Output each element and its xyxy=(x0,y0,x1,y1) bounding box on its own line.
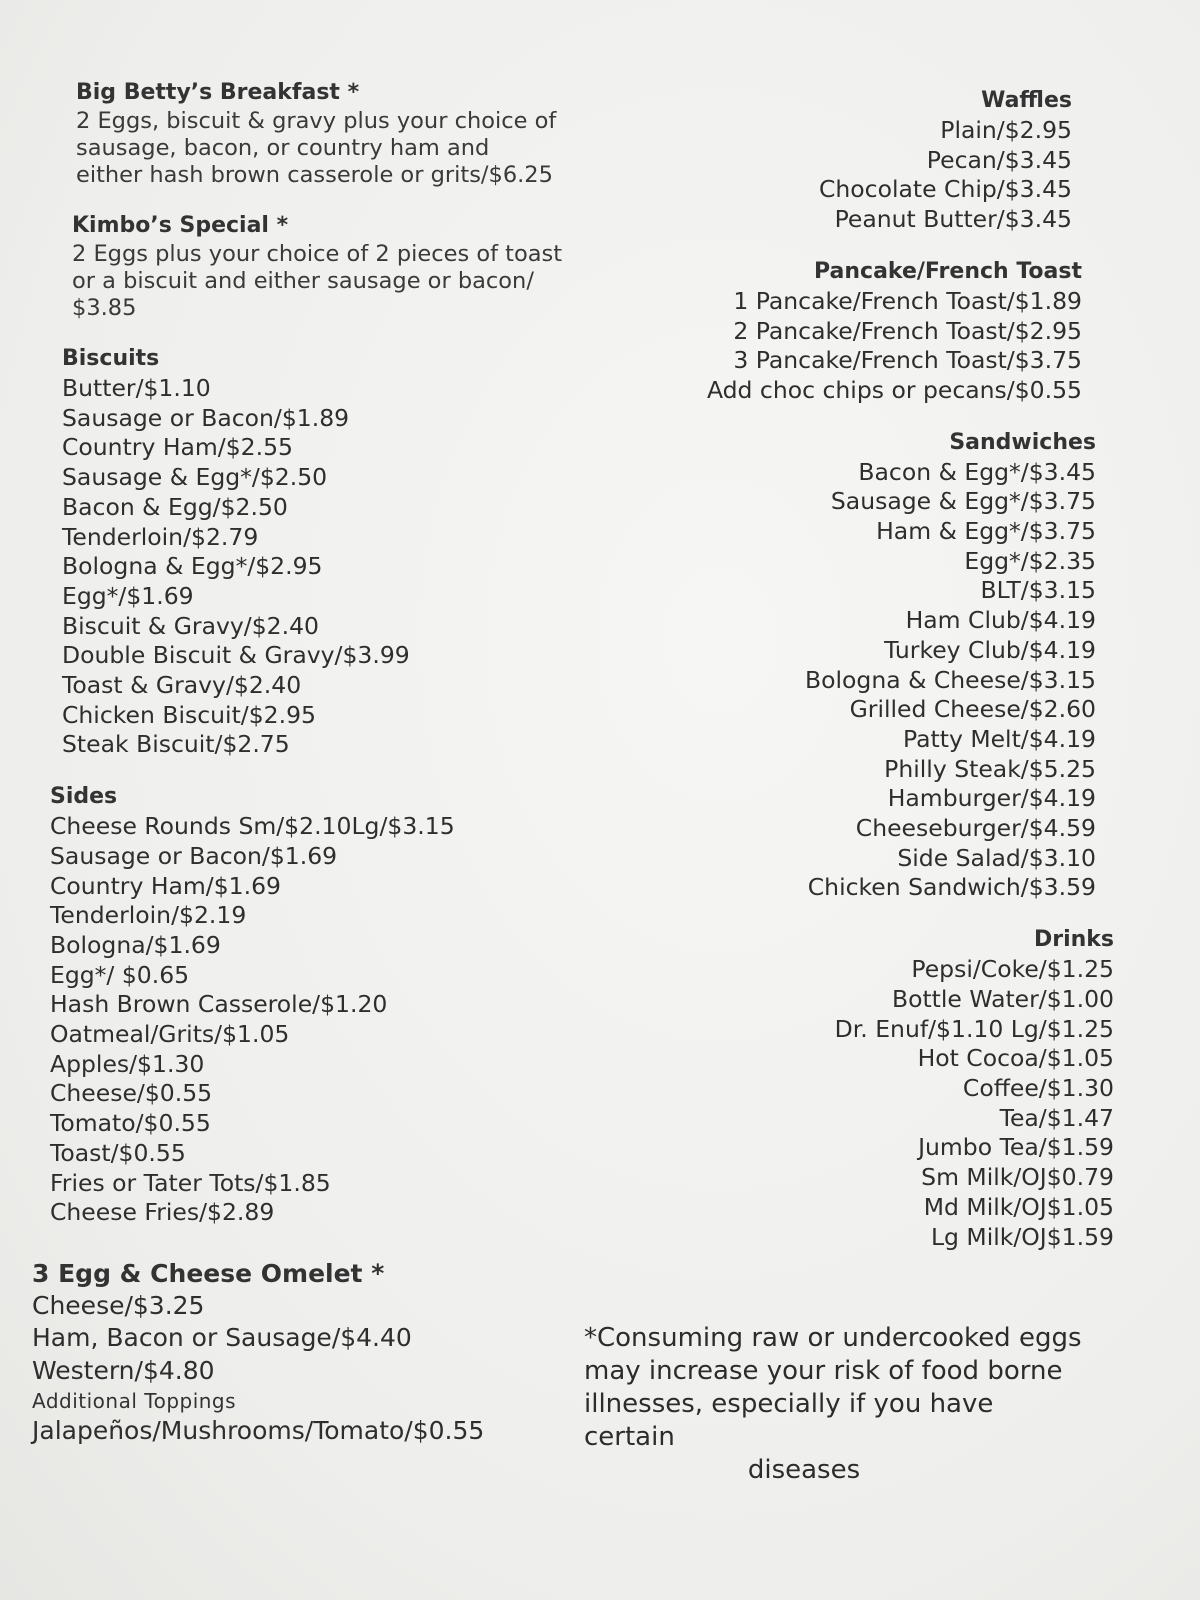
notice-line: *Consuming raw or undercooked eggs xyxy=(584,1323,1082,1353)
sandwiches-section xyxy=(640,428,1096,904)
menu-item: Cheese Fries/$2.89 xyxy=(50,1198,275,1227)
menu-item: Grilled Cheese/$2.60 xyxy=(849,695,1096,724)
menu-item: Plain/$2.95 xyxy=(940,116,1072,144)
menu-item: Chicken Biscuit/$2.95 xyxy=(62,700,316,729)
menu-item: Patty Melt/$4.19 xyxy=(903,724,1096,753)
menu-item: Egg*/$2.35 xyxy=(964,546,1096,575)
menu-item: Western/$4.80 xyxy=(32,1355,215,1385)
menu-item: Toast & Gravy/$2.40 xyxy=(62,671,302,700)
description-line: either hash brown casserole or grits/$6.25 xyxy=(76,162,553,188)
menu-item: 1 Pancake/French Toast/$1.89 xyxy=(733,286,1082,315)
menu-item: Fries or Tater Tots/$1.85 xyxy=(50,1168,331,1197)
menu-item: Butter/$1.10 xyxy=(62,374,211,402)
menu-item: Toast/$0.55 xyxy=(50,1138,186,1167)
menu-item: Cheese/$0.55 xyxy=(50,1079,213,1108)
description-line: sausage, bacon, or country ham and xyxy=(76,135,490,161)
menu-item: Sausage & Egg*/$2.50 xyxy=(62,463,328,492)
menu-item: Country Ham/$1.69 xyxy=(50,871,281,900)
menu-item: Egg*/ $0.65 xyxy=(50,960,190,989)
menu-item: Ham Club/$4.19 xyxy=(905,606,1096,635)
menu-item: Tea/$1.47 xyxy=(999,1103,1114,1132)
menu-item: Hash Brown Casserole/$1.20 xyxy=(50,990,388,1019)
description-line: 2 Eggs, biscuit & gravy plus your choice of xyxy=(76,108,557,134)
menu-item: Tenderloin/$2.79 xyxy=(62,522,259,551)
menu-item: Side Salad/$3.10 xyxy=(897,843,1096,872)
sides-section xyxy=(50,782,632,1228)
menu-item: Bologna & Cheese/$3.15 xyxy=(805,665,1096,694)
toppings-label: Additional Toppings xyxy=(32,1389,237,1414)
notice-line: diseases xyxy=(747,1455,861,1485)
menu-item: Turkey Club/$4.19 xyxy=(884,635,1096,664)
section-title: Sides xyxy=(50,784,118,810)
menu-item: Coffee/$1.30 xyxy=(962,1073,1114,1102)
big-bettys-breakfast xyxy=(76,78,632,189)
section-title: Drinks xyxy=(1033,927,1114,953)
menu-item: Sausage or Bacon/$1.69 xyxy=(50,841,338,870)
notice-line: illnesses, especially if you have certain xyxy=(584,1389,994,1452)
menu-item: Egg*/$1.69 xyxy=(62,581,194,610)
menu-item: Cheese Rounds Sm/$2.10Lg/$3.15 xyxy=(50,812,455,841)
menu-item: Ham & Egg*/$3.75 xyxy=(876,517,1096,546)
menu-item: Chicken Sandwich/$3.59 xyxy=(807,873,1096,902)
menu-item: Bacon & Egg/$2.50 xyxy=(62,492,288,521)
menu-item: Sausage & Egg*/$3.75 xyxy=(830,487,1096,516)
right-column xyxy=(640,86,1120,1274)
biscuits-section xyxy=(62,344,632,760)
menu-item: Biscuit & Gravy/$2.40 xyxy=(62,611,319,640)
toppings-item: Jalapeños/Mushrooms/Tomato/$0.55 xyxy=(32,1416,485,1446)
menu-item: Chocolate Chip/$3.45 xyxy=(819,175,1072,204)
section-title: 3 Egg & Cheese Omelet * xyxy=(32,1258,385,1288)
section-title: Biscuits xyxy=(62,346,160,371)
menu-item: Ham, Bacon or Sausage/$4.40 xyxy=(32,1323,412,1353)
menu-item: Double Biscuit & Gravy/$3.99 xyxy=(62,641,410,670)
section-title: Pancake/French Toast xyxy=(814,258,1082,284)
menu-item: Dr. Enuf/$1.10 Lg/$1.25 xyxy=(834,1014,1114,1043)
section-title: Waffles xyxy=(981,88,1072,113)
menu-item: Pepsi/Coke/$1.25 xyxy=(911,955,1114,984)
kimbos-special xyxy=(72,211,632,322)
omelet-section xyxy=(32,1258,632,1448)
menu-item: Lg Milk/OJ$1.59 xyxy=(930,1222,1114,1251)
drinks-section xyxy=(640,925,1114,1252)
menu-item: Oatmeal/Grits/$1.05 xyxy=(50,1020,290,1049)
description-line: $3.85 xyxy=(72,295,137,321)
description-line: 2 Eggs plus your choice of 2 pieces of toast xyxy=(72,241,563,267)
waffles-section xyxy=(640,86,1072,235)
menu-item: Apples/$1.30 xyxy=(50,1049,205,1078)
menu-item: Tomato/$0.55 xyxy=(50,1109,211,1138)
menu-item: Bottle Water/$1.00 xyxy=(891,984,1114,1013)
raw-egg-notice xyxy=(584,1322,1084,1487)
description-line: or a biscuit and either sausage or bacon/ xyxy=(72,268,534,294)
notice-line: may increase your risk of food borne xyxy=(584,1356,1063,1386)
menu-item: Cheese/$3.25 xyxy=(32,1290,205,1320)
menu-item: Bologna & Egg*/$2.95 xyxy=(62,552,323,581)
menu-item: Md Milk/OJ$1.05 xyxy=(923,1192,1114,1221)
menu-item: Hamburger/$4.19 xyxy=(887,784,1096,813)
menu-item: Add choc chips or pecans/$0.55 xyxy=(706,375,1082,404)
menu-item: Tenderloin/$2.19 xyxy=(50,901,247,930)
menu-item: Bologna/$1.69 xyxy=(50,930,221,959)
menu-item: Peanut Butter/$3.45 xyxy=(834,205,1072,234)
section-title: Sandwiches xyxy=(949,429,1096,455)
section-title: Big Betty’s Breakfast * xyxy=(76,80,360,105)
menu-item: Sausage or Bacon/$1.89 xyxy=(62,403,350,432)
menu-item: Jumbo Tea/$1.59 xyxy=(918,1133,1114,1162)
menu-item: Bacon & Egg*/$3.45 xyxy=(858,457,1096,486)
menu-item: Country Ham/$2.55 xyxy=(62,433,293,462)
menu-item: Philly Steak/$5.25 xyxy=(884,754,1096,783)
menu-item: BLT/$3.15 xyxy=(980,576,1096,605)
menu-item: Hot Cocoa/$1.05 xyxy=(917,1044,1114,1073)
menu-item: Cheeseburger/$4.59 xyxy=(855,814,1096,843)
menu-item: 2 Pancake/French Toast/$2.95 xyxy=(733,316,1082,345)
pancake-section xyxy=(640,257,1082,406)
menu-item: Pecan/$3.45 xyxy=(926,145,1072,174)
left-column xyxy=(32,78,632,1470)
section-title: Kimbo’s Special * xyxy=(72,213,289,238)
menu-item: Steak Biscuit/$2.75 xyxy=(62,730,290,759)
menu-item: Sm Milk/OJ$0.79 xyxy=(921,1163,1114,1192)
menu-item: 3 Pancake/French Toast/$3.75 xyxy=(733,346,1082,375)
